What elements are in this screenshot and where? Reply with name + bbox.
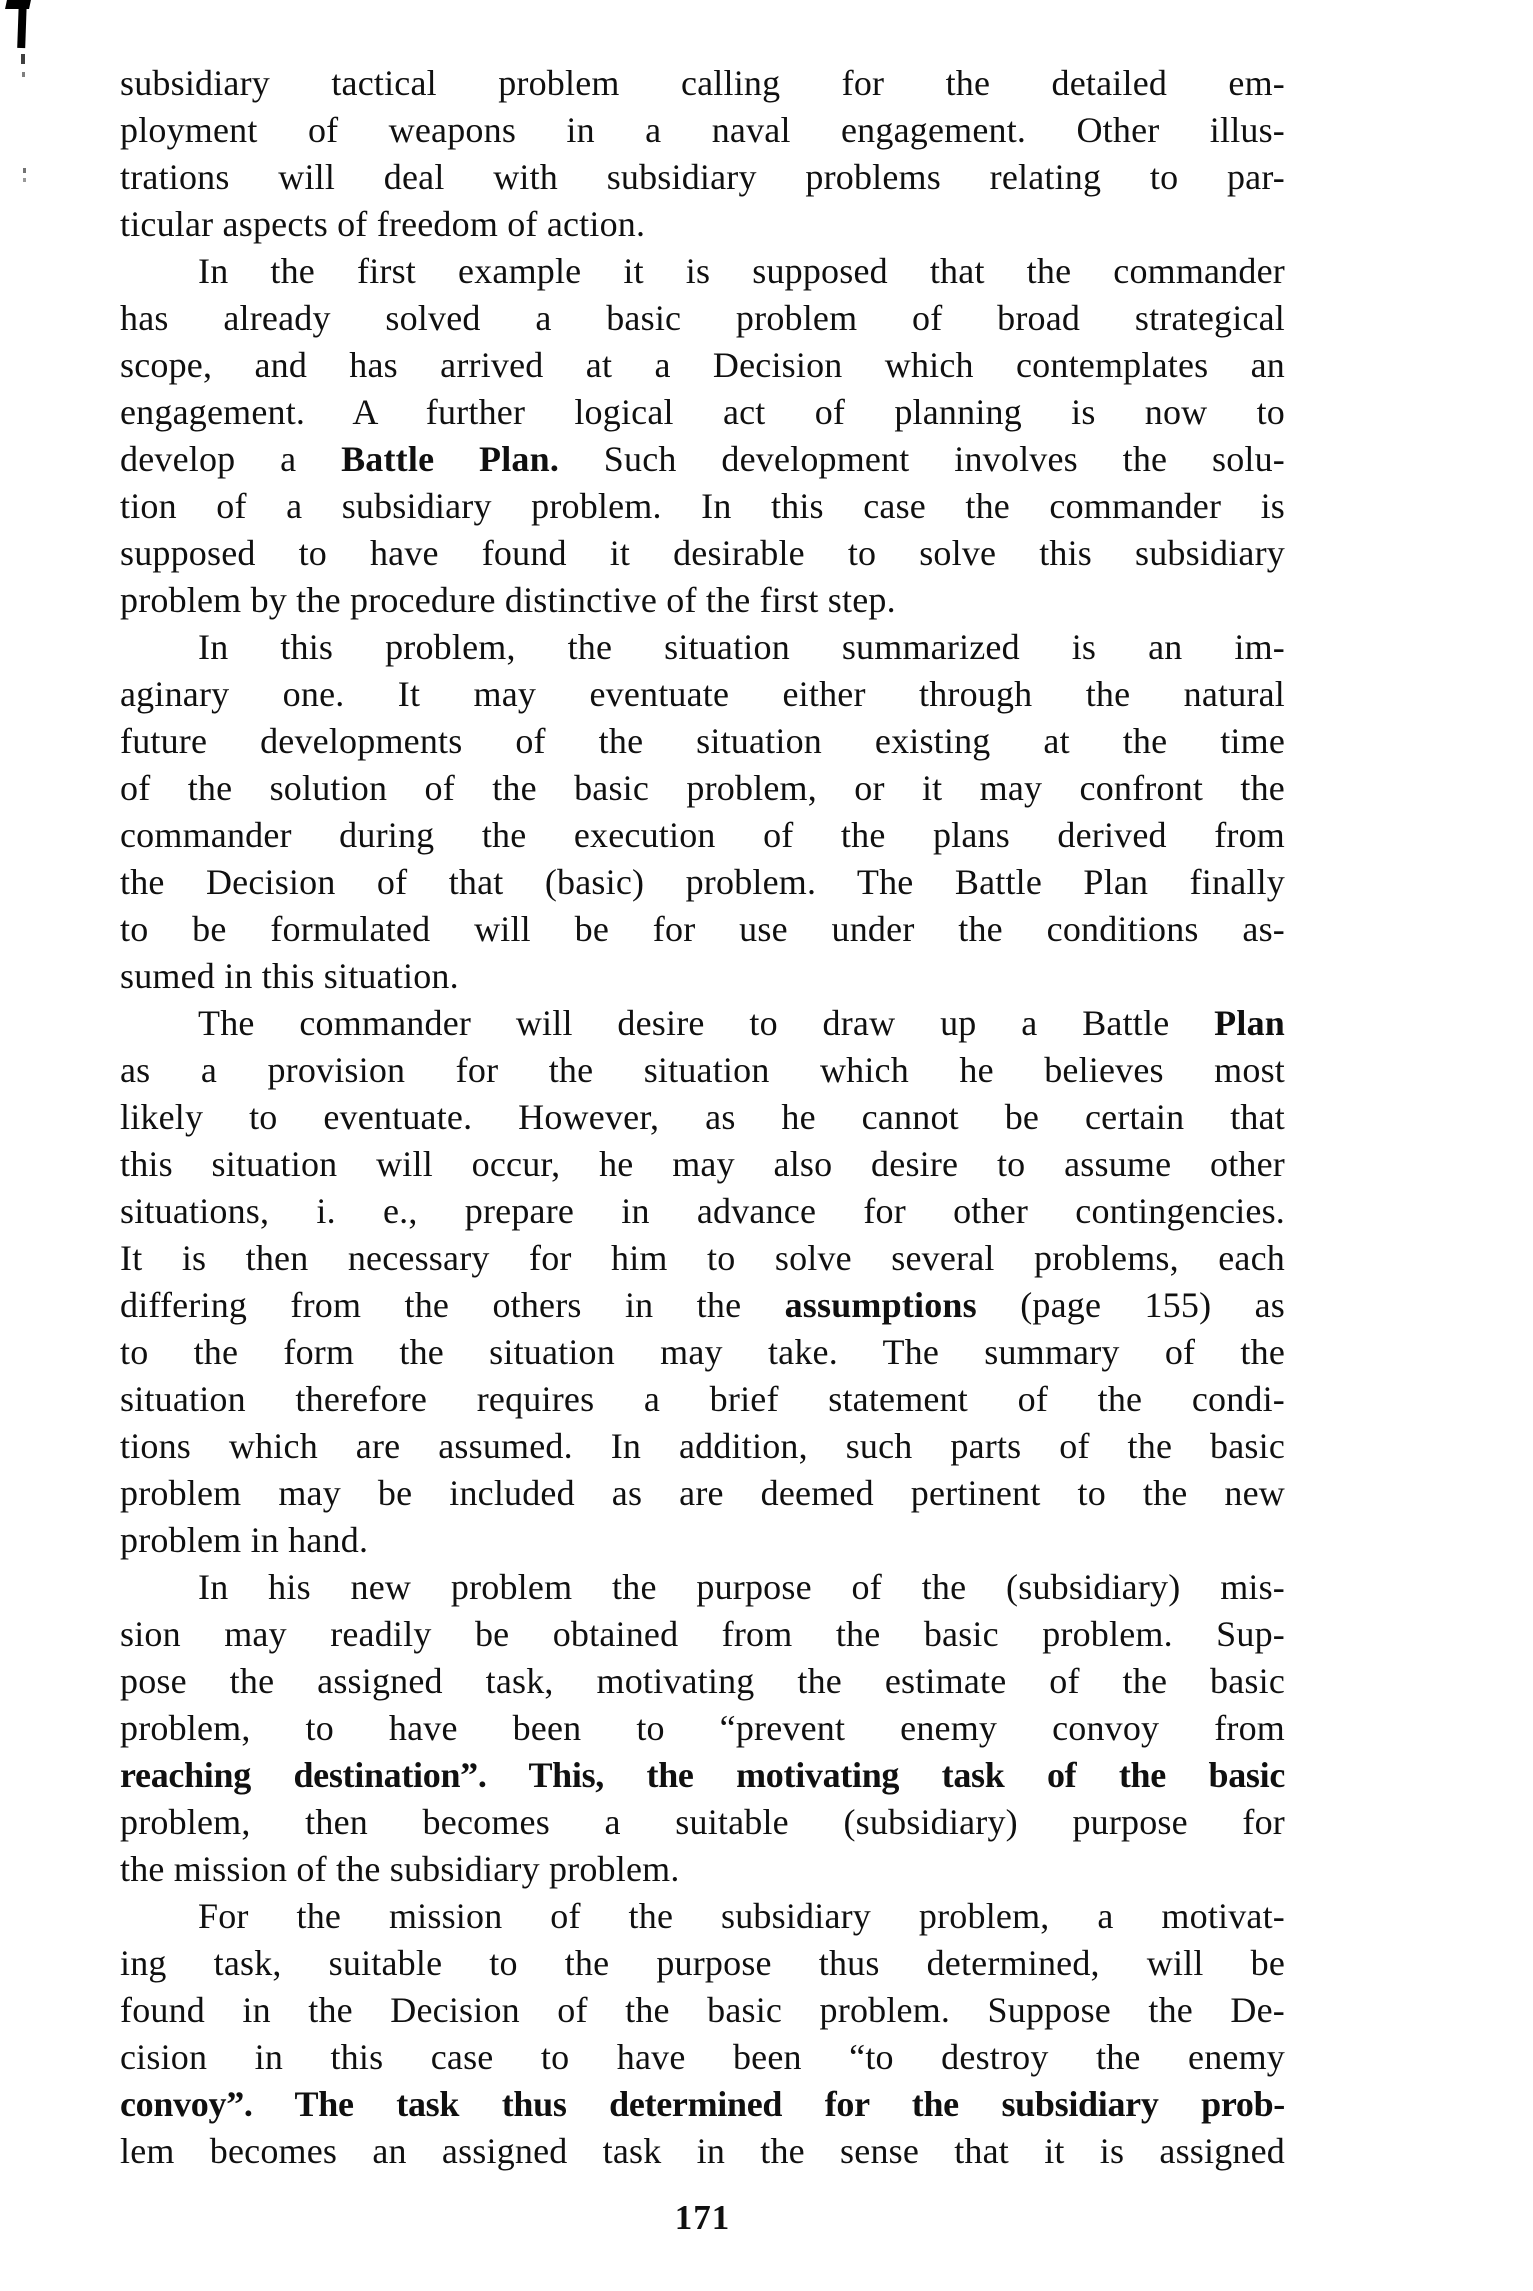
body-text: ployment of weapons in a naval engagement. Other illus- (120, 110, 1285, 150)
text-line (120, 342, 1285, 389)
text-line (120, 1423, 1285, 1470)
body-text: as a provision for the situation which he believes most (120, 1050, 1285, 1090)
text-line (120, 1611, 1285, 1658)
text-line (120, 248, 1285, 295)
text-line (120, 295, 1285, 342)
text-line (120, 1752, 1285, 1799)
body-text: It is then necessary for him to solve several problems, each (120, 1238, 1285, 1278)
paragraph (120, 1893, 1285, 2175)
text-line (120, 953, 1285, 1000)
text-line (120, 1987, 1285, 2034)
body-text: future developments of the situation existing at the time (120, 721, 1285, 761)
text-line (120, 1470, 1285, 1517)
body-text: has already solved a basic problem of broad strategical (120, 298, 1285, 338)
text-line (120, 1329, 1285, 1376)
text-line (120, 436, 1285, 483)
text-line (120, 1846, 1285, 1893)
page-number: 171 (674, 2198, 731, 2237)
paragraph (120, 1564, 1285, 1893)
text-line (120, 1188, 1285, 1235)
text-line (120, 1000, 1285, 1047)
body-text: cision in this case to have been “to destroy the enemy (120, 2037, 1285, 2077)
text-line (120, 671, 1285, 718)
text-line (120, 2128, 1285, 2175)
text-line (120, 859, 1285, 906)
scan-artifact-tail (21, 54, 25, 64)
text-line (120, 1376, 1285, 1423)
body-text: convoy”. The task thus determined for the subsidiary prob- (120, 2084, 1285, 2124)
text-line (120, 765, 1285, 812)
bold-text: Battle Plan. (341, 439, 560, 479)
body-text: this situation will occur, he may also desire to assume other (120, 1144, 1285, 1184)
text-line (120, 1705, 1285, 1752)
body-text: lem becomes an assigned task in the sense that it is assigned (120, 2131, 1285, 2171)
body-text: supposed to have found it desirable to solve this subsidiary (120, 533, 1285, 573)
body-text: engagement. A further logical act of planning is now to (120, 392, 1285, 432)
text-line (120, 1658, 1285, 1705)
body-text: ing task, suitable to the purpose thus determined, will be (120, 1943, 1285, 1983)
page-text (120, 60, 1285, 2175)
text-line (120, 1517, 1285, 1564)
body-text: scope, and has arrived at a Decision which contemplates an (120, 345, 1285, 385)
paragraph (120, 1000, 1285, 1564)
body-text: In this problem, the situation summarized is an im- (198, 627, 1285, 667)
text-line (120, 483, 1285, 530)
body-text: problem may be included as are deemed pertinent to the new (120, 1473, 1285, 1513)
text-line (120, 389, 1285, 436)
body-text: differing from the others in the (120, 1285, 785, 1325)
body-text: For the mission of the subsidiary problem, a motivat- (198, 1896, 1285, 1936)
body-text: to the form the situation may take. The summary of the (120, 1332, 1285, 1372)
body-text: The commander will desire to draw up a Battle (198, 1003, 1215, 1043)
paragraph (120, 624, 1285, 1000)
text-line (120, 107, 1285, 154)
body-text: tions which are assumed. In addition, such parts of the basic (120, 1426, 1285, 1466)
body-text: pose the assigned task, motivating the estimate of the basic (120, 1661, 1285, 1701)
text-line (120, 577, 1285, 624)
body-text: commander during the execution of the plans derived from (120, 815, 1285, 855)
text-line (120, 1282, 1285, 1329)
body-text: In his new problem the purpose of the (subsidiary) mis- (198, 1567, 1285, 1607)
body-text: ticular aspects of freedom of action. (120, 204, 646, 244)
text-line (120, 1940, 1285, 1987)
body-text: tion of a subsidiary problem. In this case the commander is (120, 486, 1285, 526)
text-line (120, 1141, 1285, 1188)
scan-artifact-dot (23, 168, 26, 173)
text-line (120, 812, 1285, 859)
body-text: trations will deal with subsidiary problems relating to par- (120, 157, 1285, 197)
body-text: subsidiary tactical problem calling for the detailed em- (120, 63, 1285, 103)
body-text: sion may readily be obtained from the basic problem. Sup- (120, 1614, 1285, 1654)
body-text: situations, i. e., prepare in advance for other contingencies. (120, 1191, 1285, 1231)
body-text: (page 155) as (976, 1285, 1285, 1325)
text-line (120, 624, 1285, 671)
body-text: problem by the procedure distinctive of the first step. (120, 580, 896, 620)
text-line (120, 154, 1285, 201)
text-line (120, 60, 1285, 107)
scan-artifact-tail (22, 72, 25, 77)
text-line (120, 201, 1285, 248)
scan-artifact-dot (23, 178, 26, 182)
text-line (120, 1235, 1285, 1282)
body-text: found in the Decision of the basic problem. Suppose the De- (120, 1990, 1285, 2030)
body-text: the Decision of that (basic) problem. The Battle Plan finally (120, 862, 1285, 902)
scan-artifact (6, 0, 46, 100)
body-text: to be formulated will be for use under the conditions as- (120, 909, 1285, 949)
body-text: In the first example it is supposed that the commander (198, 251, 1285, 291)
bold-text: Plan (1214, 1003, 1285, 1043)
body-text: develop a (120, 439, 342, 479)
text-line (120, 1094, 1285, 1141)
paragraph (120, 248, 1285, 624)
scan-artifact-bar (17, 2, 27, 48)
text-line (120, 2034, 1285, 2081)
text-line (120, 1047, 1285, 1094)
body-text: problem in hand. (120, 1520, 369, 1560)
bold-text: assumptions (784, 1285, 977, 1325)
body-text: reaching destination”. This, the motivating task of the basic (120, 1755, 1285, 1795)
body-text: problem, to have been to “prevent enemy convoy from (120, 1708, 1285, 1748)
body-text: Such development involves the solu- (559, 439, 1285, 479)
body-text: likely to eventuate. However, as he cannot be certain that (120, 1097, 1285, 1137)
text-line (120, 1799, 1285, 1846)
text-line (120, 906, 1285, 953)
text-line (120, 718, 1285, 765)
body-text: sumed in this situation. (120, 956, 459, 996)
body-text: situation therefore requires a brief statement of the condi- (120, 1379, 1285, 1419)
body-text: aginary one. It may eventuate either through the natural (120, 674, 1285, 714)
paragraph (120, 60, 1285, 248)
body-text: problem, then becomes a suitable (subsidiary) purpose for (120, 1802, 1285, 1842)
text-line (120, 2081, 1285, 2128)
text-line (120, 1893, 1285, 1940)
text-line (120, 1564, 1285, 1611)
body-text: the mission of the subsidiary problem. (120, 1849, 680, 1889)
body-text: of the solution of the basic problem, or it may confront the (120, 768, 1285, 808)
text-line (120, 530, 1285, 577)
